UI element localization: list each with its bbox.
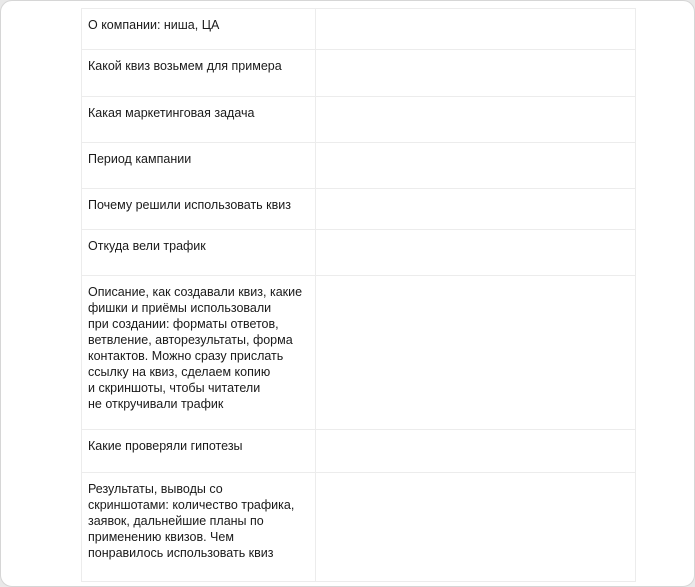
row-label-quiz-description: Описание, как создавали квиз, какие фишки и приёмы использовали при создании: форматы ответов, ветвление, авторезультаты, форма контактов. Можно сразу прислать ссылку на квиз, сделаем копию и скриншоты, чтобы читатели не откручивали трафик — [82, 276, 316, 430]
row-answer-cell[interactable] — [316, 430, 636, 473]
row-label-traffic-source: Откуда вели трафик — [82, 230, 316, 276]
row-answer-cell[interactable] — [316, 230, 636, 276]
row-answer-cell[interactable] — [316, 473, 636, 582]
row-label-company: О компании: ниша, ЦА — [82, 9, 316, 50]
row-label-campaign-period: Период кампании — [82, 143, 316, 189]
row-answer-cell[interactable] — [316, 97, 636, 143]
case-brief-table — [81, 8, 636, 582]
table-row — [82, 430, 636, 473]
row-label-quiz-example: Какой квиз возьмем для примера — [82, 50, 316, 97]
row-label-hypotheses: Какие проверяли гипотезы — [82, 430, 316, 473]
row-label-why-quiz: Почему решили использовать квиз — [82, 189, 316, 230]
row-answer-cell[interactable] — [316, 143, 636, 189]
table-row — [82, 276, 636, 430]
row-label-marketing-task: Какая маркетинговая задача — [82, 97, 316, 143]
row-answer-cell[interactable] — [316, 276, 636, 430]
table-row — [82, 230, 636, 276]
row-answer-cell[interactable] — [316, 9, 636, 50]
table-row — [82, 9, 636, 50]
table-row — [82, 189, 636, 230]
row-answer-cell[interactable] — [316, 50, 636, 97]
table-row — [82, 97, 636, 143]
table-row — [82, 473, 636, 582]
row-answer-cell[interactable] — [316, 189, 636, 230]
table-row — [82, 50, 636, 97]
table-row — [82, 143, 636, 189]
row-label-results: Результаты, выводы со скриншотами: количество трафика, заявок, дальнейшие планы по применению квизов. Чем понравилось использовать квиз — [82, 473, 316, 582]
